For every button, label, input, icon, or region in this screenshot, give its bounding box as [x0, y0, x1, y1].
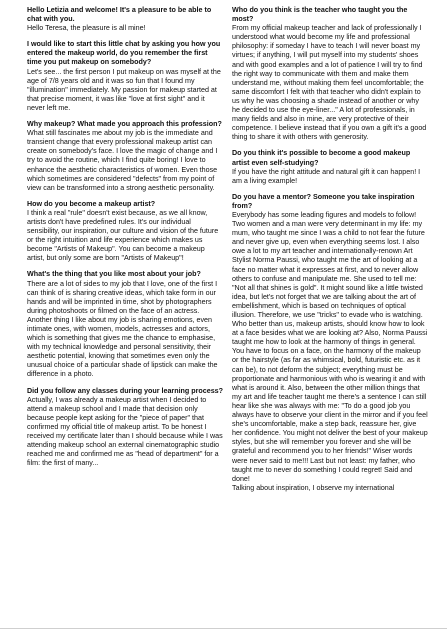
answer-text: Hello Teresa, the pleasure is all mine! — [27, 24, 146, 33]
qa-block-become-artist — [27, 200, 224, 264]
qa-block-like-most — [27, 270, 224, 379]
question-heading: Did you follow any classes during your learning process? — [27, 386, 224, 395]
answer-text: Everybody has some leading figures and models to follow! Two women and a man were very determinant in my life: my mum, who taught me since I was a child to not fear the future and never give up, even when everything seems lost. I also owe a lot to my art teacher and internationally-renown Art Stylist Norma Paussi, who taught me the art of looking at a face no matter what it expresses at first, and to never allow others to confuse and manipulate me. She used to tell me: "Not all that shines is gold". It might sound like a little twisted idea, but let's not forget that we are talking about the art of embellishment, which is based on techniques of optical illusion. Therefore, we use "tricks" to evade who is watching. Who better than us, makeup artists, should know how to look at a face besides what we are looking at? Also, Norma Paussi taught me how to look at the harmony of things in general. You have to focus on a face, on the harmony of the makeup or the hairstyle (as far as whimsical, bold, futuristic etc. as it can be), to not deform the subject; everything must be proportionate and harmonious with who is wearing it and with what is around it. Also, between the other million things that my art and life teacher taught me there's a sentence I can still hear like she was always with me: "To do a good job you always have to observe your client in the mirror and if you feel she's uncomfortable, make a step back, reassure her, give her confidence. You might not deliver the best of your makeup styles, but she will remember you forever and she will be grateful and recommend you to her friends!" Wiser words were never said to me!!! Last but not least: my father, who taught me to never do something I could regret! Said and done! — [232, 210, 428, 483]
left-column — [27, 6, 224, 475]
answer-text-continued: Talking about inspiration, I observe my international — [232, 483, 395, 492]
answer-text: There are a lot of sides to my job that I love, one of the first I can think of is sharing creative ideas, which take form in our hands and will be imprinted in time, shot by photographers during photoshoots or filmed on the face of an actress. Another thing I like about my job is sharing emotions, even intimate ones, with women, models, actresses and actors, which is something that gives me the chance to emphasise, with my technical knowledge and personal sensitivity, their aesthetic potential, knowing that sometimes even only the unusual choice of a particular shade of lipstick can make the difference in a photo. — [27, 279, 218, 379]
qa-block-classes — [27, 387, 224, 469]
question-heading: How do you become a makeup artist? — [27, 199, 156, 208]
question-heading: Why makeup? What made you approach this profession? — [27, 120, 222, 129]
question-heading: Who do you think is the teacher who taught you the most? — [232, 6, 408, 24]
qa-block-teacher — [232, 6, 428, 142]
qa-block-mentor — [232, 193, 428, 493]
bottom-rule — [0, 628, 447, 629]
question-heading: Do you think it's possible to become a good makeup artist even self-studying? — [232, 149, 411, 167]
question-heading: Do you have a mentor? Someone you take inspiration from? — [232, 192, 415, 210]
right-column — [232, 6, 428, 500]
answer-text: Let's see... the first person I put makeup on was myself at the age of 7/8 years old and it was so fun that I found my "illumination" immediately. My passion for makeup started at that precise moment, it was like "love at first sight" and it never left me. — [27, 67, 221, 112]
answer-text: Actually, I was already a makeup artist when I decided to attend a makeup school and I made that decision only because people kept asking for the "piece of paper" that confirmed my official title of makeup artist. To be honest I received my certificate later than I should because while I was attending makeup school an external cinematographic studio reached me and confirmed me as "head of department" for a film: the first of many... — [27, 395, 223, 468]
qa-block-why-makeup — [27, 120, 224, 193]
answer-text: I think a real "rule" doesn't exist because, as we all know, artists don't have predefined rules. It's our individual sensibility, our inspiration, our culture and vision of the future or the right intuition and life experience which makes us become "Artists of Makeup". You can become a makeup artist, but only some are born "Artists of Makeup"! — [27, 208, 219, 263]
qa-block-intro — [27, 6, 224, 33]
question-heading: Hello Letizia and welcome! It's a pleasure to be able to chat with you. — [27, 6, 212, 24]
qa-block-self-study — [232, 149, 428, 185]
answer-text: What still fascinates me about my job is the immediate and transient change that every professional makeup artist can create on somebody's face. I love the magic of change and I try to avoid the routine, which I find quite boring! I love to enhance the aesthetic characteristics of women. Even those which sometimes are considered "defects" from my point of view can be transformed into a strong aesthetic personality. — [27, 129, 218, 192]
question-heading: I would like to start this little chat by asking you how you entered the makeup world, do you remember the first time you put makeup on somebody? — [27, 40, 221, 67]
qa-block-first-makeup — [27, 40, 224, 113]
answer-text: If you have the right attitude and natural gift it can happen! I am a living example! — [232, 167, 421, 185]
answer-text: From my official makeup teacher and lack of professionally I understood what would become my life and professional philosophy: if someday I have to teach I will never boast my virtues; if anything, I will put myself into my students' shoes and with good examples and a lot of patience I will try to find the right way to communicate with them and make them understand me, without making them feel uncomfortable; the same discomfort I felt with that teacher who didn't explain to us why he was choosing a shade instead of another or why he decided to use the eye-liner..." A lot of professionals, in many fields and also in mine, are very protective of their competence. I believe instead that if you own a gift it's a good thing to share it with others with generosity. — [232, 24, 427, 142]
question-heading: What's the thing that you like most about your job? — [27, 270, 201, 279]
